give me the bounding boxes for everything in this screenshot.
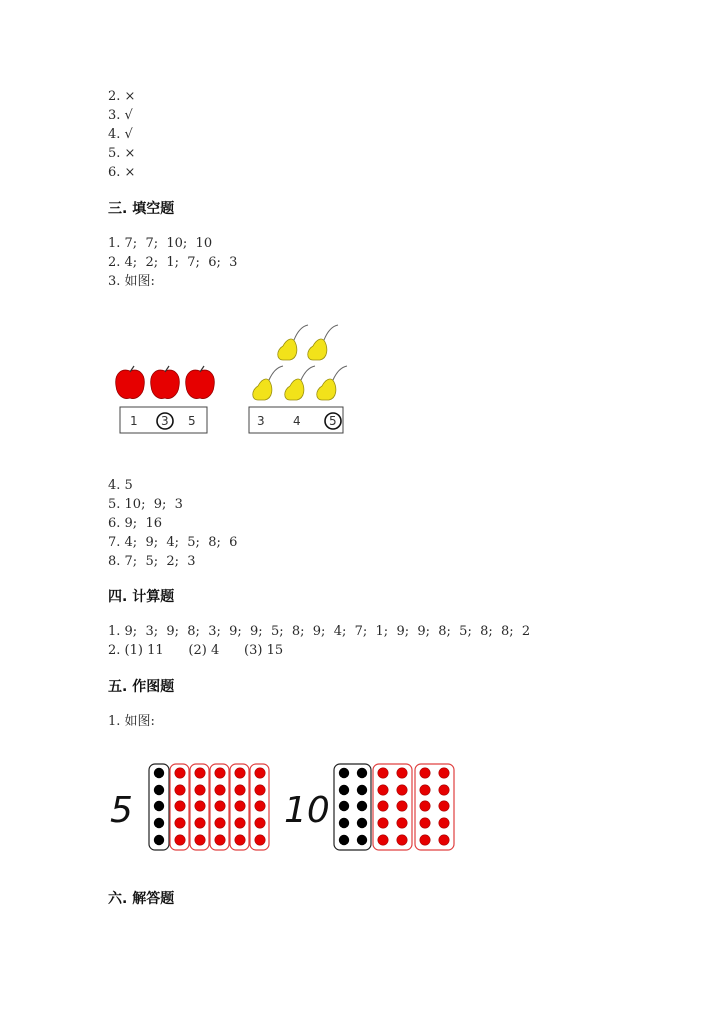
svg-text:3: 3 bbox=[161, 414, 169, 428]
answer-3-4: 4. 5 bbox=[108, 478, 133, 493]
pear-icon bbox=[278, 339, 297, 360]
answer-3-1: 1. 7; 7; 10; 10 bbox=[108, 236, 213, 251]
answer-2-6: 6. × bbox=[108, 165, 136, 180]
fruit-counting-figure bbox=[108, 318, 358, 443]
answer-2-5: 5. × bbox=[108, 146, 136, 161]
answer-2-4: 4. √ bbox=[108, 127, 133, 142]
dot-figure-svg bbox=[108, 760, 468, 855]
pear-icon bbox=[253, 379, 272, 400]
apple-icon bbox=[116, 366, 145, 399]
answer-3-2: 2. 4; 2; 1; 7; 6; 3 bbox=[108, 255, 238, 270]
svg-text:5: 5 bbox=[188, 414, 196, 428]
svg-text:4: 4 bbox=[293, 414, 301, 428]
fruit-figure-svg bbox=[108, 318, 358, 443]
answer-2-3: 3. √ bbox=[108, 108, 133, 123]
answer-5-1: 1. 如图: bbox=[108, 714, 155, 729]
label-5: 5 bbox=[110, 790, 133, 831]
answer-3-3: 3. 如图: bbox=[108, 274, 155, 289]
section-5-title: 五. 作图题 bbox=[108, 679, 175, 695]
answer-2-2: 2. × bbox=[108, 89, 136, 104]
svg-text:5: 5 bbox=[329, 414, 337, 428]
section-3-title: 三. 填空题 bbox=[108, 201, 175, 217]
dot-grouping-figure bbox=[108, 760, 468, 855]
pear-icon bbox=[317, 379, 336, 400]
answer-3-5: 5. 10; 9; 3 bbox=[108, 497, 183, 512]
label-10: 10 bbox=[284, 790, 330, 831]
svg-text:1: 1 bbox=[130, 414, 138, 428]
apple-icon bbox=[186, 366, 215, 399]
answer-4-1: 1. 9; 3; 9; 8; 3; 9; 9; 5; 8; 9; 4; 7; 1; 9; 9; 8; 5; 8; 8; 2 bbox=[108, 624, 531, 639]
pear-icon bbox=[285, 379, 304, 400]
answer-3-7: 7. 4; 9; 4; 5; 8; 6 bbox=[108, 535, 238, 550]
answer-3-8: 8. 7; 5; 2; 3 bbox=[108, 554, 196, 569]
section-6-title: 六. 解答题 bbox=[108, 891, 175, 907]
answer-3-6: 6. 9; 16 bbox=[108, 516, 162, 531]
pear-icon bbox=[308, 339, 327, 360]
answer-4-2: 2. (1) 11 (2) 4 (3) 15 bbox=[108, 643, 284, 658]
svg-text:3: 3 bbox=[257, 414, 265, 428]
section-4-title: 四. 计算题 bbox=[108, 589, 175, 605]
apple-icon bbox=[151, 366, 180, 399]
